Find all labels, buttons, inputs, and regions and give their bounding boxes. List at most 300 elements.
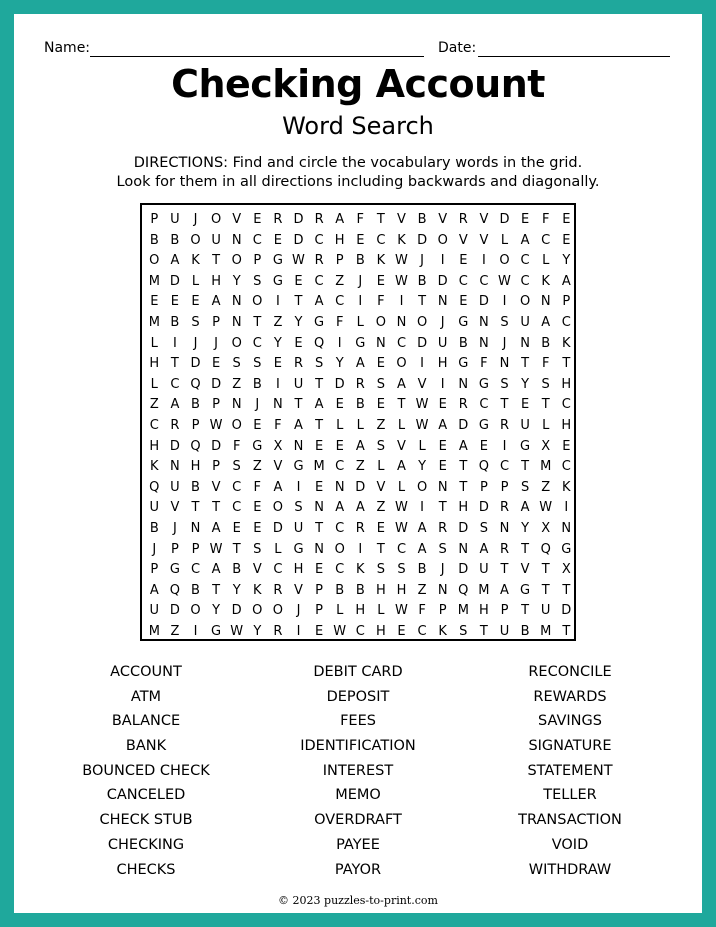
grid-letter[interactable]: N bbox=[273, 397, 283, 413]
grid-letter[interactable]: I bbox=[275, 294, 280, 310]
grid-letter[interactable]: P bbox=[500, 603, 509, 619]
grid-letter[interactable]: D bbox=[478, 500, 489, 516]
grid-letter[interactable]: H bbox=[376, 624, 386, 639]
grid-letter[interactable]: S bbox=[232, 356, 241, 372]
grid-letter[interactable]: T bbox=[315, 521, 324, 536]
grid-letter[interactable]: F bbox=[541, 212, 550, 227]
grid-letter[interactable]: A bbox=[355, 500, 365, 516]
grid-letter[interactable]: U bbox=[520, 315, 530, 330]
grid-letter[interactable]: A bbox=[211, 562, 221, 578]
grid-letter[interactable]: L bbox=[356, 315, 364, 330]
grid-letter[interactable]: T bbox=[397, 397, 406, 413]
grid-letter[interactable]: I bbox=[337, 335, 342, 351]
grid-letter[interactable]: D bbox=[334, 376, 345, 392]
grid-letter[interactable]: E bbox=[459, 253, 468, 269]
date-field[interactable] bbox=[478, 56, 670, 57]
grid-letter[interactable]: W bbox=[395, 603, 408, 619]
grid-letter[interactable]: W bbox=[415, 397, 429, 413]
grid-letter[interactable]: Q bbox=[190, 438, 201, 454]
grid-letter[interactable]: T bbox=[253, 315, 262, 330]
grid-letter[interactable]: I bbox=[172, 335, 177, 351]
grid-letter[interactable]: A bbox=[520, 232, 530, 248]
grid-letter[interactable]: G bbox=[355, 335, 366, 351]
grid-letter[interactable]: W bbox=[415, 418, 429, 433]
grid-letter[interactable]: U bbox=[170, 479, 180, 495]
grid-letter[interactable]: E bbox=[376, 273, 385, 289]
grid-letter[interactable]: C bbox=[561, 397, 571, 413]
grid-letter[interactable]: E bbox=[438, 459, 447, 475]
grid-letter[interactable]: G bbox=[458, 356, 469, 372]
grid-letter[interactable]: D bbox=[169, 438, 180, 454]
grid-letter[interactable]: U bbox=[437, 335, 448, 351]
grid-letter[interactable]: J bbox=[420, 253, 425, 269]
grid-letter[interactable]: R bbox=[314, 253, 324, 269]
grid-letter[interactable]: C bbox=[417, 624, 427, 639]
grid-letter[interactable]: V bbox=[479, 212, 489, 227]
grid-letter[interactable]: R bbox=[458, 397, 468, 413]
grid-letter[interactable]: U bbox=[170, 212, 180, 227]
grid-letter[interactable]: A bbox=[438, 418, 448, 433]
grid-letter[interactable]: N bbox=[314, 541, 324, 557]
grid-letter[interactable]: D bbox=[478, 294, 489, 310]
grid-letter[interactable]: S bbox=[253, 273, 262, 289]
grid-letter[interactable]: J bbox=[440, 315, 445, 330]
grid-letter[interactable]: T bbox=[521, 356, 530, 372]
grid-letter[interactable]: D bbox=[417, 232, 428, 248]
grid-letter[interactable]: C bbox=[149, 418, 159, 433]
grid-letter[interactable]: E bbox=[314, 479, 324, 495]
grid-letter[interactable]: S bbox=[520, 479, 530, 495]
grid-letter[interactable]: E bbox=[479, 438, 488, 454]
grid-letter[interactable]: I bbox=[502, 294, 507, 310]
grid-letter[interactable]: B bbox=[355, 582, 365, 598]
grid-letter[interactable]: T bbox=[541, 582, 550, 598]
grid-letter[interactable]: O bbox=[416, 479, 428, 495]
grid-letter[interactable]: A bbox=[397, 459, 406, 475]
grid-letter[interactable]: R bbox=[355, 376, 365, 392]
grid-letter[interactable]: R bbox=[314, 212, 324, 227]
grid-letter[interactable]: I bbox=[440, 376, 445, 392]
grid-letter[interactable]: R bbox=[355, 521, 365, 536]
grid-letter[interactable]: D bbox=[458, 521, 469, 536]
grid-letter[interactable]: H bbox=[293, 562, 304, 578]
grid-letter[interactable]: X bbox=[561, 562, 571, 578]
grid-letter[interactable]: U bbox=[540, 603, 551, 619]
grid-letter[interactable]: L bbox=[150, 335, 158, 351]
grid-letter[interactable]: C bbox=[232, 500, 242, 516]
grid-letter[interactable]: V bbox=[211, 479, 221, 495]
grid-letter[interactable]: G bbox=[252, 438, 263, 454]
grid-letter[interactable]: Z bbox=[335, 273, 345, 289]
grid-letter[interactable]: W bbox=[395, 273, 408, 289]
grid-letter[interactable]: E bbox=[335, 438, 344, 454]
grid-letter[interactable]: V bbox=[458, 232, 468, 248]
grid-letter[interactable]: E bbox=[520, 212, 530, 227]
grid-letter[interactable]: D bbox=[211, 438, 222, 454]
grid-letter[interactable]: C bbox=[314, 273, 324, 289]
grid-letter[interactable]: A bbox=[458, 438, 468, 454]
grid-letter[interactable]: T bbox=[212, 582, 221, 598]
grid-letter[interactable]: S bbox=[314, 356, 324, 372]
grid-letter[interactable]: H bbox=[458, 500, 469, 516]
grid-letter[interactable]: F bbox=[232, 438, 241, 454]
grid-letter[interactable]: Y bbox=[273, 335, 282, 351]
grid-letter[interactable]: S bbox=[376, 376, 386, 392]
grid-letter[interactable]: T bbox=[562, 624, 571, 639]
grid-letter[interactable]: I bbox=[358, 294, 363, 310]
grid-letter[interactable]: C bbox=[335, 294, 345, 310]
grid-letter[interactable]: L bbox=[542, 418, 550, 433]
grid-letter[interactable]: F bbox=[335, 315, 344, 330]
grid-letter[interactable]: E bbox=[314, 438, 324, 454]
grid-letter[interactable]: Y bbox=[212, 603, 221, 619]
grid-letter[interactable]: A bbox=[294, 418, 303, 433]
grid-letter[interactable]: E bbox=[294, 273, 303, 289]
grid-letter[interactable]: N bbox=[231, 315, 242, 330]
grid-letter[interactable]: M bbox=[478, 582, 490, 598]
grid-letter[interactable]: B bbox=[355, 397, 365, 413]
grid-letter[interactable]: R bbox=[499, 541, 509, 557]
grid-letter[interactable]: F bbox=[253, 479, 262, 495]
grid-letter[interactable]: H bbox=[355, 603, 366, 619]
grid-letter[interactable]: Q bbox=[190, 376, 201, 392]
grid-letter[interactable]: C bbox=[273, 562, 283, 578]
grid-letter[interactable]: P bbox=[212, 459, 221, 475]
grid-letter[interactable]: C bbox=[479, 397, 489, 413]
grid-letter[interactable]: D bbox=[417, 335, 428, 351]
grid-letter[interactable]: D bbox=[293, 212, 304, 227]
grid-letter[interactable]: D bbox=[355, 479, 366, 495]
grid-letter[interactable]: U bbox=[293, 521, 304, 536]
grid-letter[interactable]: R bbox=[499, 500, 509, 516]
grid-letter[interactable]: E bbox=[170, 294, 179, 310]
grid-letter[interactable]: E bbox=[335, 397, 344, 413]
grid-letter[interactable]: W bbox=[395, 521, 408, 536]
grid-letter[interactable]: N bbox=[190, 521, 201, 536]
grid-letter[interactable]: S bbox=[500, 376, 509, 392]
grid-letter[interactable]: I bbox=[399, 294, 404, 310]
grid-letter[interactable]: N bbox=[437, 294, 448, 310]
grid-letter[interactable]: O bbox=[210, 212, 222, 227]
grid-letter[interactable]: V bbox=[294, 582, 303, 598]
grid-letter[interactable]: Y bbox=[521, 376, 530, 392]
grid-letter[interactable]: K bbox=[397, 232, 406, 248]
grid-letter[interactable]: Y bbox=[562, 253, 571, 269]
grid-letter[interactable]: S bbox=[253, 356, 262, 372]
grid-letter[interactable]: Q bbox=[149, 479, 160, 495]
grid-letter[interactable]: L bbox=[397, 479, 406, 495]
grid-letter[interactable]: O bbox=[437, 232, 448, 248]
grid-letter[interactable]: C bbox=[561, 315, 571, 330]
grid-letter[interactable]: K bbox=[438, 624, 447, 639]
grid-letter[interactable]: P bbox=[253, 253, 262, 269]
grid-letter[interactable]: T bbox=[562, 582, 571, 598]
grid-letter[interactable]: O bbox=[519, 294, 531, 310]
grid-letter[interactable]: T bbox=[459, 459, 468, 475]
grid-letter[interactable]: E bbox=[520, 397, 530, 413]
grid-letter[interactable]: D bbox=[169, 603, 180, 619]
grid-letter[interactable]: P bbox=[315, 582, 324, 598]
grid-letter[interactable]: H bbox=[376, 582, 386, 598]
grid-letter[interactable]: A bbox=[500, 582, 509, 598]
grid-letter[interactable]: T bbox=[500, 562, 509, 578]
grid-letter[interactable]: N bbox=[396, 315, 407, 330]
grid-letter[interactable]: U bbox=[211, 232, 221, 248]
grid-letter[interactable]: D bbox=[437, 273, 448, 289]
grid-letter[interactable]: T bbox=[170, 356, 179, 372]
grid-letter[interactable]: P bbox=[212, 397, 221, 413]
grid-letter[interactable]: V bbox=[438, 212, 448, 227]
grid-letter[interactable]: G bbox=[272, 273, 283, 289]
grid-letter[interactable]: Q bbox=[478, 459, 489, 475]
grid-letter[interactable]: J bbox=[193, 335, 198, 351]
grid-letter[interactable]: N bbox=[376, 335, 386, 351]
grid-letter[interactable]: O bbox=[272, 603, 283, 619]
grid-letter[interactable]: X bbox=[273, 438, 283, 454]
grid-letter[interactable]: N bbox=[540, 294, 551, 310]
grid-letter[interactable]: K bbox=[253, 582, 262, 598]
grid-letter[interactable]: N bbox=[231, 294, 242, 310]
grid-letter[interactable]: B bbox=[191, 479, 200, 495]
grid-letter[interactable]: P bbox=[479, 479, 488, 495]
grid-letter[interactable]: A bbox=[335, 500, 345, 516]
grid-letter[interactable]: E bbox=[438, 438, 447, 454]
grid-letter[interactable]: T bbox=[521, 459, 530, 475]
grid-letter[interactable]: I bbox=[481, 253, 486, 269]
grid-letter[interactable]: M bbox=[148, 315, 160, 330]
grid-letter[interactable]: D bbox=[561, 603, 572, 619]
grid-letter[interactable]: S bbox=[397, 562, 406, 578]
grid-letter[interactable]: P bbox=[150, 212, 159, 227]
grid-letter[interactable]: U bbox=[520, 418, 530, 433]
grid-letter[interactable]: J bbox=[440, 562, 445, 578]
grid-letter[interactable]: E bbox=[253, 500, 262, 516]
grid-letter[interactable]: E bbox=[273, 356, 282, 372]
grid-letter[interactable]: J bbox=[296, 603, 301, 619]
grid-letter[interactable]: T bbox=[294, 397, 303, 413]
grid-letter[interactable]: B bbox=[417, 273, 427, 289]
grid-letter[interactable]: G bbox=[211, 624, 222, 639]
grid-letter[interactable]: T bbox=[541, 397, 550, 413]
grid-letter[interactable]: P bbox=[150, 562, 159, 578]
grid-letter[interactable]: Z bbox=[273, 315, 283, 330]
grid-letter[interactable]: E bbox=[459, 294, 468, 310]
grid-letter[interactable]: J bbox=[358, 273, 363, 289]
grid-letter[interactable]: T bbox=[315, 376, 324, 392]
grid-letter[interactable]: U bbox=[149, 500, 160, 516]
grid-letter[interactable]: W bbox=[209, 541, 223, 557]
grid-letter[interactable]: S bbox=[376, 562, 386, 578]
grid-letter[interactable]: C bbox=[252, 232, 262, 248]
grid-letter[interactable]: L bbox=[397, 418, 406, 433]
grid-letter[interactable]: B bbox=[335, 582, 345, 598]
grid-letter[interactable]: L bbox=[191, 273, 200, 289]
grid-letter[interactable]: D bbox=[458, 562, 469, 578]
grid-letter[interactable]: A bbox=[520, 500, 530, 516]
grid-letter[interactable]: U bbox=[499, 624, 510, 639]
grid-letter[interactable]: I bbox=[564, 500, 569, 516]
grid-letter[interactable]: N bbox=[231, 397, 242, 413]
grid-letter[interactable]: N bbox=[499, 521, 510, 536]
grid-letter[interactable]: L bbox=[542, 253, 550, 269]
grid-letter[interactable]: F bbox=[377, 294, 385, 310]
grid-letter[interactable]: B bbox=[541, 335, 551, 351]
grid-letter[interactable]: F bbox=[356, 212, 365, 227]
grid-letter[interactable]: A bbox=[273, 479, 283, 495]
grid-letter[interactable]: M bbox=[540, 624, 552, 639]
grid-letter[interactable]: P bbox=[191, 541, 200, 557]
grid-letter[interactable]: T bbox=[376, 541, 385, 557]
grid-letter[interactable]: L bbox=[500, 232, 509, 248]
grid-letter[interactable]: J bbox=[255, 397, 260, 413]
grid-letter[interactable]: D bbox=[272, 521, 283, 536]
grid-letter[interactable]: E bbox=[562, 438, 571, 454]
grid-letter[interactable]: C bbox=[499, 459, 510, 475]
grid-letter[interactable]: C bbox=[396, 541, 407, 557]
grid-letter[interactable]: E bbox=[150, 294, 159, 310]
grid-letter[interactable]: Q bbox=[169, 582, 180, 598]
grid-letter[interactable]: T bbox=[541, 562, 550, 578]
grid-letter[interactable]: L bbox=[336, 603, 344, 619]
grid-letter[interactable]: V bbox=[520, 562, 530, 578]
grid-letter[interactable]: A bbox=[314, 397, 324, 413]
grid-letter[interactable]: E bbox=[356, 232, 365, 248]
grid-letter[interactable]: N bbox=[314, 500, 324, 516]
grid-letter[interactable]: V bbox=[273, 459, 283, 475]
grid-letter[interactable]: O bbox=[149, 253, 160, 269]
grid-letter[interactable]: N bbox=[170, 459, 180, 475]
grid-letter[interactable]: S bbox=[438, 541, 447, 557]
grid-letter[interactable]: P bbox=[170, 541, 179, 557]
grid-letter[interactable]: P bbox=[191, 418, 200, 433]
grid-letter[interactable]: O bbox=[272, 500, 283, 516]
grid-letter[interactable]: G bbox=[293, 541, 304, 557]
grid-letter[interactable]: U bbox=[479, 562, 489, 578]
grid-letter[interactable]: F bbox=[274, 418, 282, 433]
grid-letter[interactable]: A bbox=[211, 294, 221, 310]
grid-letter[interactable]: U bbox=[293, 376, 304, 392]
grid-letter[interactable]: N bbox=[458, 541, 469, 557]
grid-letter[interactable]: W bbox=[498, 273, 511, 289]
grid-letter[interactable]: O bbox=[416, 315, 428, 330]
grid-letter[interactable]: G bbox=[561, 541, 572, 557]
grid-letter[interactable]: Z bbox=[252, 459, 262, 475]
grid-letter[interactable]: O bbox=[190, 232, 201, 248]
grid-letter[interactable]: N bbox=[437, 582, 448, 598]
grid-letter[interactable]: T bbox=[212, 253, 221, 269]
grid-letter[interactable]: O bbox=[190, 603, 201, 619]
grid-letter[interactable]: I bbox=[358, 541, 363, 557]
grid-letter[interactable]: G bbox=[169, 562, 180, 578]
grid-letter[interactable]: J bbox=[172, 521, 177, 536]
grid-letter[interactable]: N bbox=[561, 521, 572, 536]
grid-letter[interactable]: A bbox=[479, 541, 489, 557]
grid-letter[interactable]: M bbox=[540, 459, 552, 475]
grid-letter[interactable]: W bbox=[539, 500, 553, 516]
grid-letter[interactable]: Z bbox=[170, 624, 180, 639]
grid-letter[interactable]: I bbox=[420, 356, 425, 372]
grid-letter[interactable]: H bbox=[334, 232, 345, 248]
grid-letter[interactable]: W bbox=[292, 253, 305, 269]
grid-letter[interactable]: E bbox=[397, 624, 406, 639]
grid-letter[interactable]: S bbox=[191, 315, 200, 330]
grid-letter[interactable]: K bbox=[562, 479, 571, 495]
grid-letter[interactable]: Y bbox=[294, 315, 303, 330]
grid-letter[interactable]: C bbox=[314, 232, 324, 248]
grid-letter[interactable]: C bbox=[541, 232, 551, 248]
grid-letter[interactable]: J bbox=[193, 212, 198, 227]
grid-letter[interactable]: O bbox=[252, 294, 263, 310]
grid-letter[interactable]: Y bbox=[253, 624, 262, 639]
grid-letter[interactable]: A bbox=[335, 212, 345, 227]
grid-letter[interactable]: A bbox=[541, 315, 551, 330]
grid-letter[interactable]: T bbox=[376, 212, 385, 227]
grid-letter[interactable]: T bbox=[232, 541, 241, 557]
grid-letter[interactable]: B bbox=[191, 582, 200, 598]
grid-letter[interactable]: A bbox=[314, 294, 324, 310]
grid-letter[interactable]: E bbox=[253, 418, 262, 433]
grid-letter[interactable]: F bbox=[541, 356, 550, 372]
grid-letter[interactable]: K bbox=[541, 273, 550, 289]
grid-letter[interactable]: Y bbox=[521, 521, 530, 536]
grid-letter[interactable]: K bbox=[376, 253, 386, 269]
grid-letter[interactable]: A bbox=[211, 521, 221, 536]
grid-letter[interactable]: B bbox=[170, 232, 180, 248]
grid-letter[interactable]: O bbox=[231, 335, 242, 351]
grid-letter[interactable]: C bbox=[561, 459, 571, 475]
grid-letter[interactable]: H bbox=[561, 418, 572, 433]
grid-letter[interactable]: N bbox=[437, 479, 448, 495]
grid-letter[interactable]: Z bbox=[376, 418, 386, 433]
grid-letter[interactable]: L bbox=[356, 418, 364, 433]
grid-letter[interactable]: W bbox=[395, 253, 408, 269]
grid-letter[interactable]: A bbox=[355, 356, 365, 372]
grid-letter[interactable]: S bbox=[232, 459, 241, 475]
grid-letter[interactable]: E bbox=[232, 521, 241, 536]
grid-letter[interactable]: E bbox=[314, 562, 324, 578]
grid-letter[interactable]: X bbox=[541, 438, 551, 454]
grid-letter[interactable]: T bbox=[212, 500, 221, 516]
grid-letter[interactable]: Q bbox=[458, 582, 469, 598]
grid-letter[interactable]: X bbox=[541, 521, 551, 536]
grid-letter[interactable]: H bbox=[149, 438, 160, 454]
grid-letter[interactable]: P bbox=[562, 294, 571, 310]
grid-letter[interactable]: O bbox=[252, 603, 263, 619]
grid-letter[interactable]: W bbox=[209, 418, 223, 433]
grid-letter[interactable]: N bbox=[293, 438, 304, 454]
grid-letter[interactable]: V bbox=[376, 479, 386, 495]
grid-letter[interactable]: G bbox=[458, 315, 469, 330]
grid-letter[interactable]: A bbox=[149, 582, 159, 598]
grid-letter[interactable]: Y bbox=[232, 273, 241, 289]
grid-letter[interactable]: Z bbox=[417, 582, 427, 598]
grid-letter[interactable]: T bbox=[459, 479, 468, 495]
grid-letter[interactable]: H bbox=[437, 356, 448, 372]
grid-letter[interactable]: E bbox=[562, 232, 571, 248]
grid-letter[interactable]: S bbox=[459, 624, 468, 639]
grid-letter[interactable]: C bbox=[170, 376, 180, 392]
grid-letter[interactable]: V bbox=[397, 212, 406, 227]
grid-letter[interactable]: H bbox=[211, 273, 221, 289]
grid-letter[interactable]: B bbox=[232, 562, 242, 578]
grid-letter[interactable]: S bbox=[376, 438, 386, 454]
grid-letter[interactable]: N bbox=[520, 335, 530, 351]
grid-letter[interactable]: N bbox=[334, 479, 345, 495]
grid-letter[interactable]: E bbox=[294, 335, 303, 351]
grid-letter[interactable]: W bbox=[230, 624, 244, 639]
grid-letter[interactable]: M bbox=[457, 603, 469, 619]
grid-letter[interactable]: A bbox=[417, 521, 427, 536]
